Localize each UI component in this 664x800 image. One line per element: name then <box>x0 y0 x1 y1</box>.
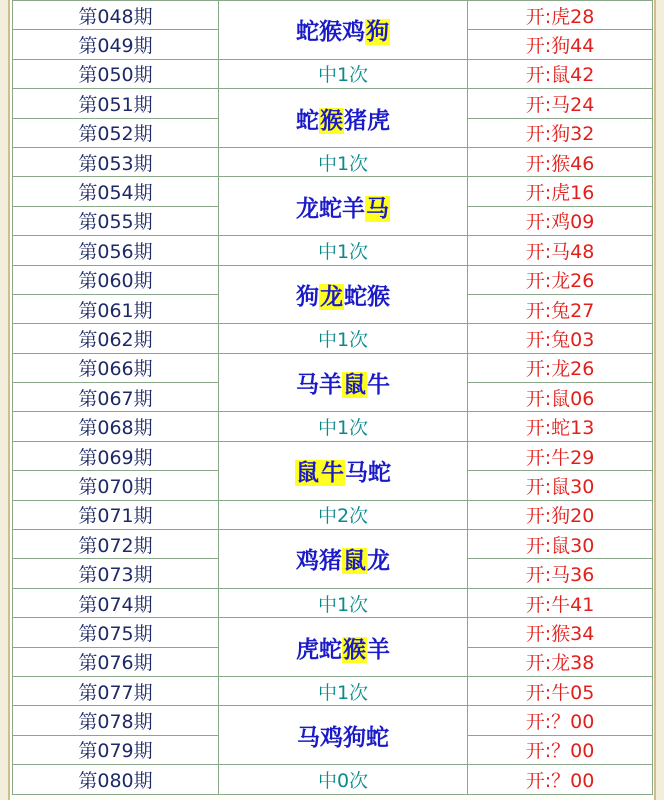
table-row <box>13 147 653 176</box>
zodiac-char: 鼠 <box>343 372 366 399</box>
draw-result-cell: 开:龙26 <box>468 353 653 382</box>
prediction-cell <box>219 441 468 500</box>
prediction-cell <box>219 618 468 677</box>
zodiac-char: 蛇 <box>368 460 391 487</box>
draw-result-cell: 开:蛇13 <box>468 412 653 441</box>
period-cell: 第051期 <box>13 89 219 118</box>
table-row <box>13 177 653 206</box>
period-cell: 第074期 <box>13 588 219 617</box>
table-row <box>13 618 653 647</box>
zodiac-char: 蛇 <box>319 636 342 663</box>
zodiac-char: 马 <box>345 460 368 487</box>
hit-count-cell: 中0次 <box>219 765 468 794</box>
period-cell: 第078期 <box>13 706 219 735</box>
draw-result-cell: 开:鸡09 <box>468 206 653 235</box>
zodiac-char: 蛇 <box>366 724 389 751</box>
period-cell: 第077期 <box>13 676 219 705</box>
period-cell: 第072期 <box>13 530 219 559</box>
period-cell: 第066期 <box>13 353 219 382</box>
draw-result-cell: 开:狗32 <box>468 118 653 147</box>
prediction-cell <box>219 706 468 765</box>
period-cell: 第068期 <box>13 412 219 441</box>
table-row <box>13 765 653 794</box>
period-cell: 第080期 <box>13 765 219 794</box>
draw-result-cell: 开:兔03 <box>468 324 653 353</box>
draw-result-cell: 开:？00 <box>468 706 653 735</box>
period-cell: 第076期 <box>13 647 219 676</box>
table-row <box>13 236 653 265</box>
zodiac-char: 狗 <box>366 19 389 46</box>
hit-count-cell: 中1次 <box>219 59 468 88</box>
zodiac-char: 蛇 <box>344 283 367 310</box>
zodiac-char: 牛 <box>321 460 344 487</box>
period-cell: 第075期 <box>13 618 219 647</box>
zodiac-char: 鼠 <box>296 460 319 487</box>
draw-result-cell: 开:猴34 <box>468 618 653 647</box>
zodiac-char: 羊 <box>342 195 365 222</box>
hit-count-cell: 中1次 <box>219 412 468 441</box>
zodiac-char: 狗 <box>343 724 366 751</box>
zodiac-char: 猴 <box>320 107 343 134</box>
prediction-cell <box>219 89 468 148</box>
table-row <box>13 412 653 441</box>
zodiac-char: 蛇 <box>296 107 319 134</box>
zodiac-char: 猪 <box>319 548 342 575</box>
hit-count-cell: 中1次 <box>219 588 468 617</box>
zodiac-char: 猴 <box>319 19 342 46</box>
period-cell: 第073期 <box>13 559 219 588</box>
prediction-cell <box>219 1 468 60</box>
table-row <box>13 59 653 88</box>
draw-result-cell: 开:鼠30 <box>468 471 653 500</box>
hit-count-cell: 中1次 <box>219 676 468 705</box>
period-cell: 第048期 <box>13 1 219 30</box>
prediction-cell <box>219 530 468 589</box>
zodiac-char: 虎 <box>367 107 390 134</box>
table-row <box>13 588 653 617</box>
zodiac-char: 猴 <box>367 283 390 310</box>
draw-result-cell: 开:狗44 <box>468 30 653 59</box>
zodiac-char: 龙 <box>367 548 390 575</box>
zodiac-char: 鼠 <box>343 548 366 575</box>
draw-result-cell: 开:虎16 <box>468 177 653 206</box>
hit-count-cell: 中2次 <box>219 500 468 529</box>
results-body <box>13 1 653 795</box>
draw-result-cell: 开:牛41 <box>468 588 653 617</box>
table-row <box>13 500 653 529</box>
zodiac-char: 狗 <box>296 283 319 310</box>
zodiac-char: 鸡 <box>296 548 319 575</box>
zodiac-char: 牛 <box>367 372 390 399</box>
period-cell: 第071期 <box>13 500 219 529</box>
draw-result-cell: 开:马24 <box>468 89 653 118</box>
period-cell: 第050期 <box>13 59 219 88</box>
period-cell: 第079期 <box>13 735 219 764</box>
draw-result-cell: 开:马48 <box>468 236 653 265</box>
zodiac-char: 龙 <box>296 195 319 222</box>
hit-count-cell: 中1次 <box>219 324 468 353</box>
table-row <box>13 530 653 559</box>
prediction-cell <box>219 177 468 236</box>
draw-result-cell: 开:狗20 <box>468 500 653 529</box>
hit-count-cell: 中1次 <box>219 147 468 176</box>
draw-result-cell: 开:兔27 <box>468 294 653 323</box>
zodiac-char: 马 <box>366 195 389 222</box>
zodiac-char: 羊 <box>367 636 390 663</box>
period-cell: 第062期 <box>13 324 219 353</box>
draw-result-cell: 开:牛05 <box>468 676 653 705</box>
draw-result-cell: 开:龙26 <box>468 265 653 294</box>
hit-count-cell: 中1次 <box>219 236 468 265</box>
table-row <box>13 353 653 382</box>
results-table <box>12 0 653 795</box>
draw-result-cell: 开:鼠30 <box>468 530 653 559</box>
zodiac-char: 马 <box>297 724 320 751</box>
period-cell: 第055期 <box>13 206 219 235</box>
table-row <box>13 265 653 294</box>
table-row <box>13 89 653 118</box>
zodiac-char: 鸡 <box>320 724 343 751</box>
zodiac-char: 猪 <box>344 107 367 134</box>
zodiac-char: 鸡 <box>342 19 365 46</box>
table-row <box>13 706 653 735</box>
draw-result-cell: 开:？00 <box>468 735 653 764</box>
period-cell: 第069期 <box>13 441 219 470</box>
draw-result-cell: 开:龙38 <box>468 647 653 676</box>
prediction-cell <box>219 265 468 324</box>
zodiac-char: 羊 <box>319 372 342 399</box>
period-cell: 第056期 <box>13 236 219 265</box>
period-cell: 第067期 <box>13 383 219 412</box>
period-cell: 第049期 <box>13 30 219 59</box>
prediction-cell <box>219 353 468 412</box>
period-cell: 第053期 <box>13 147 219 176</box>
table-row <box>13 1 653 30</box>
zodiac-char: 龙 <box>320 283 343 310</box>
draw-result-cell: 开:虎28 <box>468 1 653 30</box>
draw-result-cell: 开:鼠06 <box>468 383 653 412</box>
zodiac-char: 马 <box>296 372 319 399</box>
period-cell: 第061期 <box>13 294 219 323</box>
period-cell: 第070期 <box>13 471 219 500</box>
period-cell: 第060期 <box>13 265 219 294</box>
period-cell: 第052期 <box>13 118 219 147</box>
zodiac-char: 蛇 <box>296 19 319 46</box>
table-row <box>13 441 653 470</box>
table-row <box>13 324 653 353</box>
draw-result-cell: 开:牛29 <box>468 441 653 470</box>
table-row <box>13 676 653 705</box>
period-cell: 第054期 <box>13 177 219 206</box>
zodiac-char: 虎 <box>296 636 319 663</box>
draw-result-cell: 开:？00 <box>468 765 653 794</box>
draw-result-cell: 开:鼠42 <box>468 59 653 88</box>
zodiac-char: 蛇 <box>319 195 342 222</box>
zodiac-char: 猴 <box>343 636 366 663</box>
draw-result-cell: 开:马36 <box>468 559 653 588</box>
draw-result-cell: 开:猴46 <box>468 147 653 176</box>
